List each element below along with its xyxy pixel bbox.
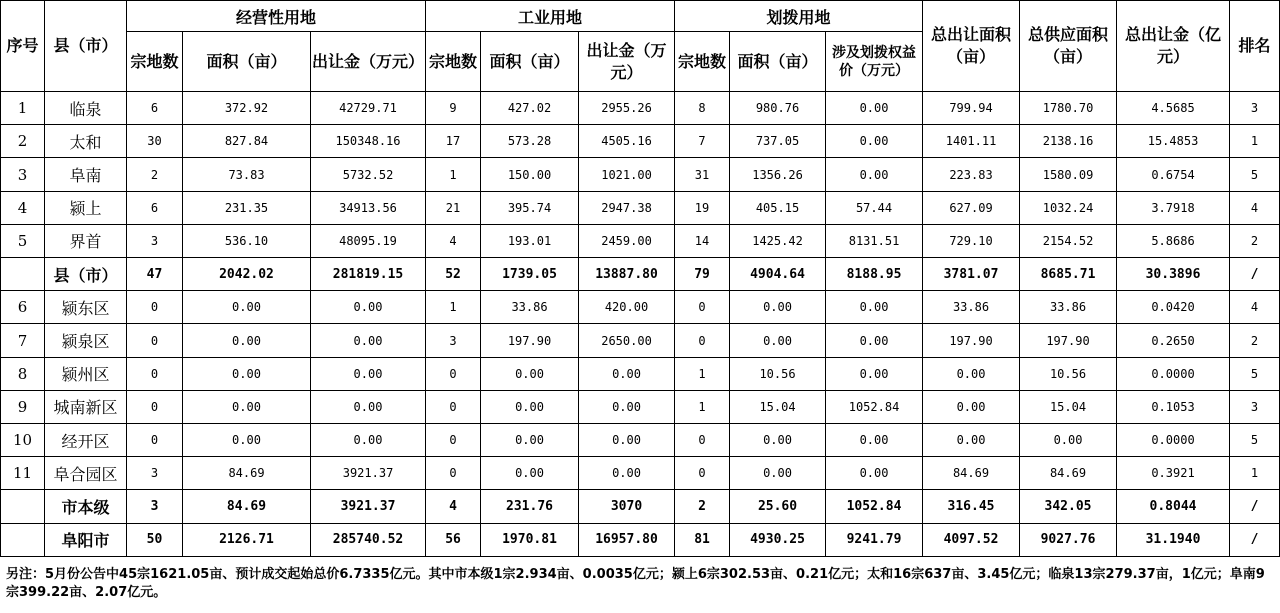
cell-total-supply: 1032.24 bbox=[1020, 191, 1117, 224]
cell-industrial-fee: 3070 bbox=[579, 490, 675, 523]
cell-total-area: 0.00 bbox=[923, 424, 1020, 457]
cell-total-area: 197.90 bbox=[923, 324, 1020, 357]
cell-commercial-area: 0.00 bbox=[183, 291, 311, 324]
cell-allocated-count: 19 bbox=[675, 191, 730, 224]
cell-total-area: 33.86 bbox=[923, 291, 1020, 324]
cell-allocated-area: 980.76 bbox=[730, 92, 826, 125]
cell-allocated-count: 14 bbox=[675, 224, 730, 257]
cell-rank: 3 bbox=[1230, 390, 1280, 423]
cell-commercial-fee: 0.00 bbox=[311, 390, 426, 423]
cell-commercial-count: 0 bbox=[127, 357, 183, 390]
table-row bbox=[1, 158, 1280, 191]
cell-allocated-count: 8 bbox=[675, 92, 730, 125]
cell-total-supply: 0.00 bbox=[1020, 424, 1117, 457]
cell-commercial-area: 0.00 bbox=[183, 424, 311, 457]
cell-total-supply: 9027.76 bbox=[1020, 523, 1117, 556]
cell-industrial-count: 1 bbox=[426, 291, 481, 324]
cell-rank: / bbox=[1230, 258, 1280, 291]
cell-county: 颍上 bbox=[45, 191, 127, 224]
cell-industrial-fee: 2955.26 bbox=[579, 92, 675, 125]
header-county: 县（市） bbox=[45, 1, 127, 92]
cell-industrial-count: 4 bbox=[426, 490, 481, 523]
cell-industrial-count: 4 bbox=[426, 224, 481, 257]
cell-total-fee: 30.3896 bbox=[1117, 258, 1230, 291]
cell-total-area: 627.09 bbox=[923, 191, 1020, 224]
cell-allocated-fee: 8188.95 bbox=[826, 258, 923, 291]
header-allocated-fee: 涉及划拨权益价（万元） bbox=[826, 32, 923, 92]
cell-commercial-area: 84.69 bbox=[183, 457, 311, 490]
cell-county: 经开区 bbox=[45, 424, 127, 457]
cell-county: 阜南 bbox=[45, 158, 127, 191]
cell-commercial-area: 84.69 bbox=[183, 490, 311, 523]
table-row bbox=[1, 357, 1280, 390]
cell-industrial-fee: 0.00 bbox=[579, 357, 675, 390]
cell-total-supply: 2154.52 bbox=[1020, 224, 1117, 257]
cell-seq: 8 bbox=[1, 357, 45, 390]
cell-commercial-fee: 285740.52 bbox=[311, 523, 426, 556]
cell-seq: 7 bbox=[1, 324, 45, 357]
cell-rank: 1 bbox=[1230, 457, 1280, 490]
cell-allocated-area: 1356.26 bbox=[730, 158, 826, 191]
cell-allocated-fee: 1052.84 bbox=[826, 490, 923, 523]
cell-allocated-area: 0.00 bbox=[730, 424, 826, 457]
cell-rank: / bbox=[1230, 490, 1280, 523]
cell-seq: 5 bbox=[1, 224, 45, 257]
cell-commercial-count: 0 bbox=[127, 424, 183, 457]
cell-seq bbox=[1, 490, 45, 523]
cell-industrial-count: 3 bbox=[426, 324, 481, 357]
cell-allocated-area: 4930.25 bbox=[730, 523, 826, 556]
cell-county: 市本级 bbox=[45, 490, 127, 523]
cell-commercial-fee: 42729.71 bbox=[311, 92, 426, 125]
cell-industrial-area: 1970.81 bbox=[481, 523, 579, 556]
cell-seq: 6 bbox=[1, 291, 45, 324]
cell-total-supply: 15.04 bbox=[1020, 390, 1117, 423]
cell-allocated-fee: 1052.84 bbox=[826, 390, 923, 423]
cell-commercial-count: 0 bbox=[127, 390, 183, 423]
cell-total-supply: 1780.70 bbox=[1020, 92, 1117, 125]
cell-industrial-area: 0.00 bbox=[481, 457, 579, 490]
cell-commercial-count: 3 bbox=[127, 490, 183, 523]
cell-industrial-count: 17 bbox=[426, 125, 481, 158]
cell-total-supply: 33.86 bbox=[1020, 291, 1117, 324]
cell-county: 城南新区 bbox=[45, 390, 127, 423]
header-allocated-land: 划拨用地 bbox=[675, 1, 923, 32]
header-allocated-area: 面积（亩） bbox=[730, 32, 826, 92]
cell-allocated-fee: 8131.51 bbox=[826, 224, 923, 257]
cell-total-fee: 3.7918 bbox=[1117, 191, 1230, 224]
cell-total-fee: 0.3921 bbox=[1117, 457, 1230, 490]
cell-total-fee: 0.0000 bbox=[1117, 357, 1230, 390]
cell-industrial-fee: 420.00 bbox=[579, 291, 675, 324]
cell-total-area: 0.00 bbox=[923, 390, 1020, 423]
cell-allocated-count: 79 bbox=[675, 258, 730, 291]
cell-allocated-count: 2 bbox=[675, 490, 730, 523]
cell-allocated-count: 1 bbox=[675, 357, 730, 390]
cell-rank: 3 bbox=[1230, 92, 1280, 125]
cell-total-area: 3781.07 bbox=[923, 258, 1020, 291]
cell-total-area: 223.83 bbox=[923, 158, 1020, 191]
cell-allocated-count: 1 bbox=[675, 390, 730, 423]
table-row bbox=[1, 424, 1280, 457]
cell-allocated-count: 0 bbox=[675, 324, 730, 357]
cell-commercial-count: 6 bbox=[127, 92, 183, 125]
cell-allocated-fee: 0.00 bbox=[826, 125, 923, 158]
cell-seq: 10 bbox=[1, 424, 45, 457]
cell-seq: 9 bbox=[1, 390, 45, 423]
cell-total-fee: 0.8044 bbox=[1117, 490, 1230, 523]
cell-commercial-count: 0 bbox=[127, 291, 183, 324]
cell-commercial-fee: 3921.37 bbox=[311, 457, 426, 490]
header-seq: 序号 bbox=[1, 1, 45, 92]
header-total-supply: 总供应面积（亩） bbox=[1020, 1, 1117, 92]
header-allocated-count: 宗地数 bbox=[675, 32, 730, 92]
cell-total-fee: 0.0420 bbox=[1117, 291, 1230, 324]
cell-industrial-count: 52 bbox=[426, 258, 481, 291]
cell-commercial-fee: 34913.56 bbox=[311, 191, 426, 224]
cell-total-fee: 0.0000 bbox=[1117, 424, 1230, 457]
header-commercial-area: 面积（亩） bbox=[183, 32, 311, 92]
table-row bbox=[1, 291, 1280, 324]
cell-commercial-count: 2 bbox=[127, 158, 183, 191]
cell-commercial-area: 0.00 bbox=[183, 357, 311, 390]
table-row bbox=[1, 92, 1280, 125]
cell-allocated-count: 0 bbox=[675, 457, 730, 490]
table-row bbox=[1, 457, 1280, 490]
header-commercial-count: 宗地数 bbox=[127, 32, 183, 92]
header-rank: 排名 bbox=[1230, 1, 1280, 92]
cell-total-supply: 84.69 bbox=[1020, 457, 1117, 490]
table-total-row bbox=[1, 523, 1280, 556]
cell-allocated-fee: 0.00 bbox=[826, 92, 923, 125]
cell-commercial-fee: 0.00 bbox=[311, 357, 426, 390]
cell-industrial-fee: 0.00 bbox=[579, 390, 675, 423]
cell-commercial-count: 3 bbox=[127, 457, 183, 490]
cell-allocated-fee: 0.00 bbox=[826, 324, 923, 357]
cell-allocated-count: 0 bbox=[675, 424, 730, 457]
cell-industrial-count: 1 bbox=[426, 158, 481, 191]
cell-commercial-count: 47 bbox=[127, 258, 183, 291]
table-row bbox=[1, 125, 1280, 158]
cell-commercial-area: 2126.71 bbox=[183, 523, 311, 556]
cell-commercial-fee: 281819.15 bbox=[311, 258, 426, 291]
cell-industrial-fee: 0.00 bbox=[579, 424, 675, 457]
cell-total-fee: 5.8686 bbox=[1117, 224, 1230, 257]
cell-allocated-area: 10.56 bbox=[730, 357, 826, 390]
cell-allocated-count: 0 bbox=[675, 291, 730, 324]
cell-allocated-count: 81 bbox=[675, 523, 730, 556]
cell-industrial-fee: 0.00 bbox=[579, 457, 675, 490]
cell-commercial-count: 50 bbox=[127, 523, 183, 556]
cell-allocated-area: 1425.42 bbox=[730, 224, 826, 257]
cell-total-area: 729.10 bbox=[923, 224, 1020, 257]
cell-commercial-area: 827.84 bbox=[183, 125, 311, 158]
cell-total-fee: 4.5685 bbox=[1117, 92, 1230, 125]
cell-rank: 1 bbox=[1230, 125, 1280, 158]
cell-commercial-area: 73.83 bbox=[183, 158, 311, 191]
cell-total-area: 799.94 bbox=[923, 92, 1020, 125]
cell-seq: 1 bbox=[1, 92, 45, 125]
cell-total-supply: 1580.09 bbox=[1020, 158, 1117, 191]
cell-total-fee: 0.1053 bbox=[1117, 390, 1230, 423]
cell-industrial-fee: 2459.00 bbox=[579, 224, 675, 257]
cell-allocated-fee: 0.00 bbox=[826, 158, 923, 191]
cell-commercial-count: 0 bbox=[127, 324, 183, 357]
cell-rank: 2 bbox=[1230, 224, 1280, 257]
cell-industrial-area: 573.28 bbox=[481, 125, 579, 158]
cell-commercial-fee: 0.00 bbox=[311, 424, 426, 457]
cell-seq: 11 bbox=[1, 457, 45, 490]
cell-rank: / bbox=[1230, 523, 1280, 556]
cell-allocated-area: 405.15 bbox=[730, 191, 826, 224]
cell-allocated-area: 4904.64 bbox=[730, 258, 826, 291]
cell-allocated-fee: 57.44 bbox=[826, 191, 923, 224]
header-industrial-area: 面积（亩） bbox=[481, 32, 579, 92]
cell-industrial-area: 33.86 bbox=[481, 291, 579, 324]
cell-allocated-area: 0.00 bbox=[730, 291, 826, 324]
cell-industrial-area: 1739.05 bbox=[481, 258, 579, 291]
cell-industrial-count: 0 bbox=[426, 357, 481, 390]
table-body bbox=[1, 92, 1280, 557]
cell-county: 县（市） bbox=[45, 258, 127, 291]
cell-rank: 5 bbox=[1230, 158, 1280, 191]
cell-industrial-fee: 2947.38 bbox=[579, 191, 675, 224]
cell-industrial-area: 0.00 bbox=[481, 357, 579, 390]
table-row bbox=[1, 224, 1280, 257]
cell-commercial-area: 536.10 bbox=[183, 224, 311, 257]
cell-seq bbox=[1, 523, 45, 556]
header-industrial-count: 宗地数 bbox=[426, 32, 481, 92]
cell-seq: 4 bbox=[1, 191, 45, 224]
table-total-row bbox=[1, 490, 1280, 523]
cell-commercial-fee: 5732.52 bbox=[311, 158, 426, 191]
header-total-area: 总出让面积（亩） bbox=[923, 1, 1020, 92]
cell-total-fee: 0.6754 bbox=[1117, 158, 1230, 191]
cell-county: 界首 bbox=[45, 224, 127, 257]
table-total-row bbox=[1, 258, 1280, 291]
cell-allocated-fee: 9241.79 bbox=[826, 523, 923, 556]
cell-industrial-fee: 4505.16 bbox=[579, 125, 675, 158]
cell-total-supply: 342.05 bbox=[1020, 490, 1117, 523]
table-row bbox=[1, 390, 1280, 423]
cell-county: 临泉 bbox=[45, 92, 127, 125]
cell-industrial-area: 193.01 bbox=[481, 224, 579, 257]
cell-commercial-area: 231.35 bbox=[183, 191, 311, 224]
cell-total-supply: 10.56 bbox=[1020, 357, 1117, 390]
cell-county: 颍泉区 bbox=[45, 324, 127, 357]
cell-county: 颍州区 bbox=[45, 357, 127, 390]
cell-industrial-area: 197.90 bbox=[481, 324, 579, 357]
cell-industrial-count: 0 bbox=[426, 457, 481, 490]
cell-commercial-area: 2042.02 bbox=[183, 258, 311, 291]
cell-total-area: 4097.52 bbox=[923, 523, 1020, 556]
header-industrial-fee: 出让金（万元） bbox=[579, 32, 675, 92]
cell-rank: 4 bbox=[1230, 191, 1280, 224]
header-commercial-fee: 出让金（万元） bbox=[311, 32, 426, 92]
cell-industrial-fee: 1021.00 bbox=[579, 158, 675, 191]
header-industrial-land: 工业用地 bbox=[426, 1, 675, 32]
cell-industrial-fee: 2650.00 bbox=[579, 324, 675, 357]
cell-industrial-area: 150.00 bbox=[481, 158, 579, 191]
cell-industrial-area: 231.76 bbox=[481, 490, 579, 523]
cell-commercial-fee: 48095.19 bbox=[311, 224, 426, 257]
cell-allocated-fee: 0.00 bbox=[826, 357, 923, 390]
cell-rank: 5 bbox=[1230, 424, 1280, 457]
cell-allocated-count: 7 bbox=[675, 125, 730, 158]
cell-total-area: 1401.11 bbox=[923, 125, 1020, 158]
cell-commercial-count: 30 bbox=[127, 125, 183, 158]
cell-commercial-count: 3 bbox=[127, 224, 183, 257]
cell-allocated-area: 15.04 bbox=[730, 390, 826, 423]
cell-industrial-count: 9 bbox=[426, 92, 481, 125]
cell-industrial-area: 0.00 bbox=[481, 390, 579, 423]
footnote: 另注：5月份公告中45宗1621.05亩、预计成交起始总价6.7335亿元。其中市本级1宗2.934亩、0.0035亿元；颍上6宗302.53亩、0.21亿元；太和16宗637亩、3.45亿元；临泉13宗279.37亩，1亿元；阜南9宗399.22亩、2.07亿元。 bbox=[6, 567, 1265, 600]
cell-total-supply: 197.90 bbox=[1020, 324, 1117, 357]
cell-commercial-area: 0.00 bbox=[183, 324, 311, 357]
cell-seq: 3 bbox=[1, 158, 45, 191]
cell-industrial-count: 0 bbox=[426, 390, 481, 423]
cell-rank: 2 bbox=[1230, 324, 1280, 357]
cell-total-area: 84.69 bbox=[923, 457, 1020, 490]
cell-industrial-fee: 16957.80 bbox=[579, 523, 675, 556]
cell-commercial-fee: 0.00 bbox=[311, 324, 426, 357]
cell-industrial-area: 0.00 bbox=[481, 424, 579, 457]
cell-total-area: 316.45 bbox=[923, 490, 1020, 523]
cell-county: 太和 bbox=[45, 125, 127, 158]
cell-county: 阜阳市 bbox=[45, 523, 127, 556]
table-row bbox=[1, 324, 1280, 357]
cell-rank: 4 bbox=[1230, 291, 1280, 324]
cell-allocated-area: 737.05 bbox=[730, 125, 826, 158]
cell-allocated-count: 31 bbox=[675, 158, 730, 191]
cell-county: 阜合园区 bbox=[45, 457, 127, 490]
cell-total-supply: 2138.16 bbox=[1020, 125, 1117, 158]
cell-commercial-fee: 0.00 bbox=[311, 291, 426, 324]
cell-allocated-fee: 0.00 bbox=[826, 457, 923, 490]
cell-allocated-fee: 0.00 bbox=[826, 291, 923, 324]
cell-seq bbox=[1, 258, 45, 291]
cell-commercial-area: 0.00 bbox=[183, 390, 311, 423]
cell-allocated-area: 0.00 bbox=[730, 324, 826, 357]
cell-allocated-fee: 0.00 bbox=[826, 424, 923, 457]
cell-industrial-area: 395.74 bbox=[481, 191, 579, 224]
cell-industrial-count: 21 bbox=[426, 191, 481, 224]
header-commercial-land: 经营性用地 bbox=[127, 1, 426, 32]
cell-industrial-count: 56 bbox=[426, 523, 481, 556]
cell-total-fee: 0.2650 bbox=[1117, 324, 1230, 357]
cell-industrial-fee: 13887.80 bbox=[579, 258, 675, 291]
header-total-fee: 总出让金（亿元） bbox=[1117, 1, 1230, 92]
cell-county: 颍东区 bbox=[45, 291, 127, 324]
cell-allocated-area: 0.00 bbox=[730, 457, 826, 490]
cell-rank: 5 bbox=[1230, 357, 1280, 390]
table-row bbox=[1, 191, 1280, 224]
cell-allocated-area: 25.60 bbox=[730, 490, 826, 523]
cell-commercial-count: 6 bbox=[127, 191, 183, 224]
cell-total-fee: 31.1940 bbox=[1117, 523, 1230, 556]
cell-total-supply: 8685.71 bbox=[1020, 258, 1117, 291]
cell-commercial-fee: 3921.37 bbox=[311, 490, 426, 523]
cell-commercial-fee: 150348.16 bbox=[311, 125, 426, 158]
cell-industrial-count: 0 bbox=[426, 424, 481, 457]
cell-industrial-area: 427.02 bbox=[481, 92, 579, 125]
cell-commercial-area: 372.92 bbox=[183, 92, 311, 125]
cell-total-area: 0.00 bbox=[923, 357, 1020, 390]
cell-seq: 2 bbox=[1, 125, 45, 158]
cell-total-fee: 15.4853 bbox=[1117, 125, 1230, 158]
